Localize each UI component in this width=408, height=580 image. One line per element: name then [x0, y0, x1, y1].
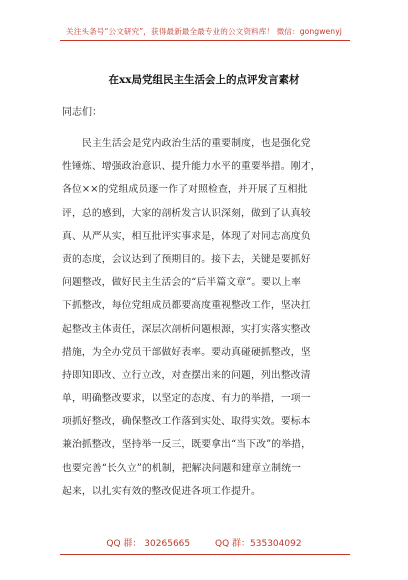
paragraph-line: 起整改主体责任，深层次剖析问题根源，实打实落实整改 [62, 323, 311, 335]
paragraph-line: 单，明确整改要求，以坚定的态度、有力的举措，一项一 [62, 393, 311, 405]
salutation: 同志们： [62, 107, 102, 118]
paragraph-line: 持即知即改、立行立改，对查摆出来的问题，列出整改清 [62, 369, 311, 381]
document-title: 在xx局党组民主生活会上的点评发言素材 [108, 74, 300, 86]
paragraph-line: 兼治抓整改，坚持举一反三，既要拿出“当下改”的举措， [62, 439, 312, 451]
paragraph-line: 问题整改，做好民主生活会的“后半篇文章”。要以上率 [62, 277, 302, 289]
body-paragraph [62, 132, 342, 503]
header-banner: 关注头条号“公文研究”，获得最新最全最专业的公文资料库！ 微信：gongwenyj [66, 27, 342, 36]
paragraph-line: 责的态度，会议达到了预期目的。接下去，关键是要抓好 [62, 253, 311, 265]
paragraph-line: 措施，为全办党员干部做好表率。要动真碰硬抓整改，坚 [62, 346, 311, 358]
paragraph-line: 下抓整改，每位党组成员都要高度重视整改工作，坚决扛 [62, 300, 311, 312]
paragraph-line: 也要完善“长久立”的机制，把解决问题和建章立制统一 [62, 462, 302, 474]
paragraph-line: 民主生活会是党内政治生活的重要制度，也是强化党 [82, 138, 311, 149]
footer-contact [0, 536, 408, 549]
footer-divider [60, 554, 350, 555]
header-divider [60, 40, 350, 41]
footer-qq-group-1: QQ 群： 30265665 [106, 539, 191, 549]
paragraph-line: 真、从严从实，相互批评实事求是，体现了对同志高度负 [62, 230, 311, 242]
paragraph-line: 性锤炼、增强政治意识、提升能力水平的重要举措。刚才， [62, 161, 321, 173]
footer-qq-group-2: QQ 群：535304092 [215, 539, 302, 549]
paragraph-line: 项抓好整改，确保整改工作落到实处、取得实效。要标本 [62, 416, 311, 428]
paragraph-line: 起来，以扎实有效的整改促进各项工作提升。 [62, 485, 261, 497]
paragraph-line: 各位××的党组成员逐一作了对照检查，并开展了互相批 [62, 184, 308, 196]
paragraph-line: 评，总的感到，大家的剖析发言认识深刻，做到了认真较 [62, 207, 311, 219]
